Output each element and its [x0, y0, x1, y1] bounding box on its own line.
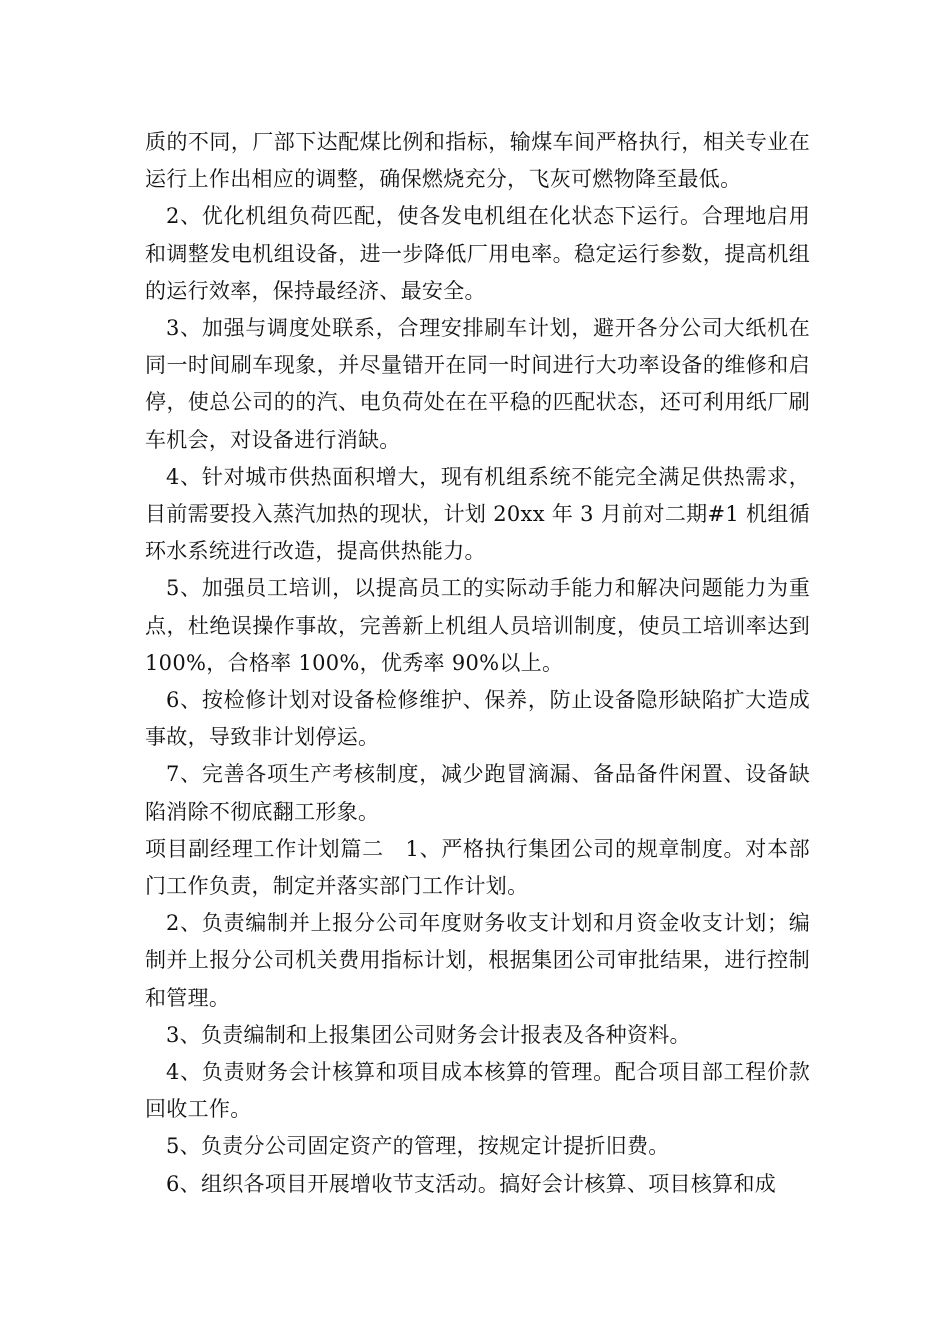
section-heading-paragraph: 项目副经理工作计划篇二 1、严格执行集团公司的规章制度。对本部门工作负责，制定并落实部门工作计划。 — [145, 836, 810, 899]
document-body — [145, 124, 810, 1203]
paragraph-item-2: 2、优化机组负荷匹配，使各发电机组在化状态下运行。合理地启用和调整发电机组设备，进一步降低厂用电率。稳定运行参数，提高机组的运行效率，保持最经济、最安全。 — [145, 204, 810, 303]
paragraph-item-4: 4、针对城市供热面积增大，现有机组系统不能完全满足供热需求，目前需要投入蒸汽加热的现状，计划 20xx 年 3 月前对二期#1 机组循环水系统进行改造，提高供热能力。 — [145, 464, 810, 564]
paragraph-duty-5: 5、负责分公司固定资产的管理，按规定计提折旧费。 — [166, 1134, 670, 1159]
paragraph-item-7: 7、完善各项生产考核制度，减少跑冒滴漏、备品备件闲置、设备缺陷消除不彻底翻工形象。 — [145, 762, 810, 824]
paragraph-duty-4: 4、负责财务会计核算和项目成本核算的管理。配合项目部工程价款回收工作。 — [145, 1060, 810, 1122]
paragraph-item-5: 5、加强员工培训，以提高员工的实际动手能力和解决问题能力为重点，杜绝误操作事故，完善新上机组人员培训制度，使员工培训率达到 100%，合格率 100%，优秀率 90%以上。 — [145, 576, 810, 675]
paragraph-duty-6: 6、组织各项目开展增收节支活动。搞好会计核算、项目核算和成 — [166, 1171, 777, 1196]
paragraph-item-3: 3、加强与调度处联系，合理安排刷车计划，避开各分公司大纸机在同一时间刷车现象，并尽量错开在同一时间进行大功率设备的维修和启停，使总公司的的汽、电负荷处在在平稳的匹配状态，还可利用纸厂刷车机会，对设备进行消缺。 — [145, 316, 810, 452]
paragraph-duty-2: 2、负责编制并上报分公司年度财务收支计划和月资金收支计划；编制并上报分公司机关费用指标计划，根据集团公司审批结果，进行控制和管理。 — [145, 911, 810, 1010]
paragraph-duty-3: 3、负责编制和上报集团公司财务会计报表及各种资料。 — [166, 1022, 691, 1047]
paragraph-item-6: 6、按检修计划对设备检修维护、保养，防止设备隐形缺陷扩大造成事故，导致非计划停运。 — [145, 688, 810, 750]
paragraph-continuation: 质的不同，厂部下达配煤比例和指标，输煤车间严格执行，相关专业在运行上作出相应的调整，确保燃烧充分，飞灰可燃物降至最低。 — [145, 130, 810, 192]
